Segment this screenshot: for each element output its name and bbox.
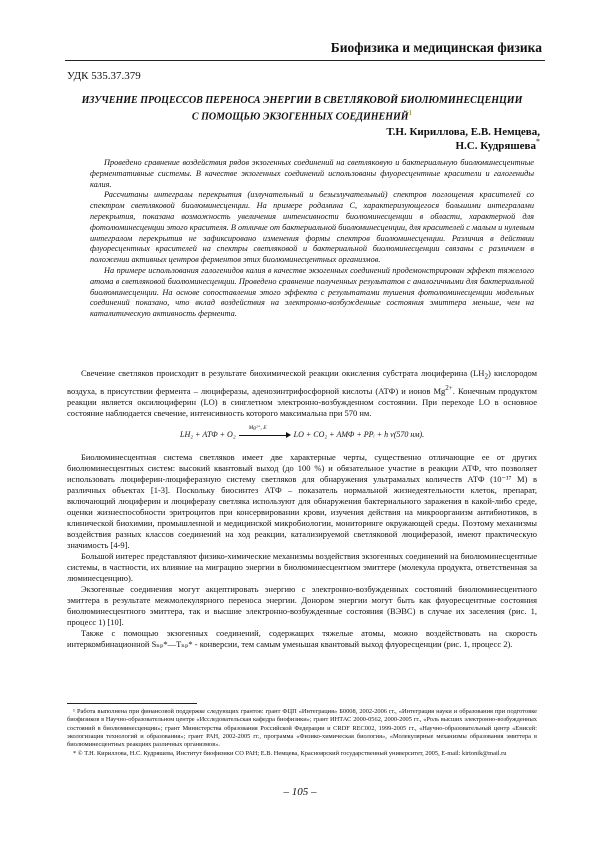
intro-text-b: ) кислородом воздуха, в присутствии фермента – люциферазы, аденозинтрифосфорной кислоты (АТФ) и ионов Mg [67,368,537,396]
udk-code: УДК 535.37.379 [67,70,141,82]
abstract [90,158,534,320]
reaction-arrow-icon [239,425,291,439]
footnote-rule [67,703,197,704]
main-text [67,452,537,650]
arrow-label: Mg²⁺, E [248,425,267,431]
body-paragraph: Большой интерес представляют физико-химические механизмы воздействия экзогенных соединений на биолюминесцентные системы, в частности, их влияние на миграцию энергии в биолюминесцентном эмиттере (молекула продукта, ответственная за люминесценцию). [67,551,537,583]
equation-right: LO + CO₂ + АМФ + PPᵢ + h ν(570 нм). [293,429,425,439]
intro-sub: 2 [484,372,488,381]
body-paragraph: Также с помощью экзогенных соединений, содержащих тяжелые атомы, можно воздействовать на скорость интеркомбинационной Sₙₚ*—Tₙₚ* - конверсии, тем самым уменьшая квантовый выход флуоресценции (рис. 1, процесс 2). [67,628,537,649]
authors-line-2 [386,139,540,154]
journal-section-header: Биофизика и медицинская физика [330,40,542,55]
title-line-1: ИЗУЧЕНИЕ ПРОЦЕССОВ ПЕРЕНОСА ЭНЕРГИИ В СВЕТЛЯКОВОЙ БИОЛЮМИНЕСЦЕНЦИИ [81,95,523,106]
intro-text-c: . Конечным продуктом реакции является оксилюциферин (LO) в синглетном электронно-возбужденном состоянии. При переходе LO в основное состояние наблюдается свечение, интенсивность которого максимальна при 570 нм. [67,385,537,418]
abstract-paragraph: На примере использования галогенидов калия в качестве экзогенных соединений продемонстрирован эффект тяжелого атома в светляковой биолюминесценции. Проведено сравнение полученных результатов с аналогичными для бактериальной биолюминесценции. На основе сопоставления этого эффекта с результатами тушения фотолюминесценции модельных соединений показано, что вклад воздействия на электронно-возбужденные состояния эмиттера меньше, чем на каталитическую активность фермента. [90,265,534,319]
reaction-equation [180,425,425,439]
authors-block [386,125,540,154]
intro-text [67,368,537,419]
equation-left: LH₂ + АТФ + O₂ [180,429,236,439]
footnotes [67,708,537,760]
article-title [67,95,537,123]
body-paragraph: Экзогенные соединения могут акцептировать энергию с электронно-возбужденных состояний биолюминесцентного эмиттера в результате межмолекулярного переноса энергии. Донором энергии могут быть как флуоресцентные состояния биолюминесцентного эмиттера, так и высшие электронно-возбужденные состояния (ВЭВС) в случае их заселения (рис. 1, процесс 1) [10]. [67,584,537,627]
body-paragraph: Биолюминесцентная система светляков имеет две характерные черты, существенно отличающие ее от других биолюминесцентных систем: высокий квантовый выход (до 100 %) и обязательное участие в реакции АТФ, что позволяет использовать люциферин-люциферазную систему светляков для обнаружения ультрамалых количеств АТФ (10⁻¹⁷ М) в различных объектах [1-3]. Поскольку биосинтез АТФ – показатель нормальной жизнедеятельности клеток, препарат, включающий люциферин и люциферазу светляка используют для обнаружения бактериального заражения в какой-либо среде, оценки жизнеспособности эритроцитов при консервировании крови, изучения действия на микроорганизм антибиотиков, в клинической биохимии, промышленной и медицинской микробиологии, мониторинге окружающей среды. Поэтому механизмы воздействия разных классов соединений на ход реакции, катализируемой светляковой люциферазой, имеют практическую значимость [4-9]. [67,452,537,550]
title-line-2 [67,107,537,123]
abstract-paragraph: Рассчитаны интегралы перекрытия (излучательный и безызлучательный) спектров поглощения красителей со спектром светляковой биолюминесценции. На примере родамина С, характеризующегося большими интегралами перекрытия, показана возможность увеличения интенсивности биолюминесценции в области, характерной для фотолюминесценции этого красителя. В отличие от бактериальной биолюминесценции, для красителей с малым и нулевым интегралом перекрытия не зафиксировано изменения формы спектров биолюминесценции. Различия в действии флуоресцентных красителей на спектры светляковой и бактериальной биолюминесценции связаны с различием в положении активных центров ферментов этих биолюминесцентных организмов. [90,190,534,265]
authors-line-2-text: Н.С. Кудряшева [455,140,536,152]
intro-paragraph [67,368,537,419]
page-number: – 105 – [283,786,317,798]
intro-text-a: Свечение светляков происходит в результате биохимической реакции окисления субстрата люциферина (LH [81,368,485,378]
header-rule [65,60,545,61]
title-footnote-mark: 1 [408,109,413,117]
intro-sup: 2+ [445,383,453,392]
authors-line-1: Т.Н. Кириллова, Е.В. Немцева, [386,126,540,138]
title-line-2-text: С ПОМОЩЬЮ ЭКЗОГЕННЫХ СОЕДИНЕНИЙ [191,111,409,123]
footnote: * © Т.Н. Кириллова, Н.С. Кудряшева, Институт биофизики СО РАН; Е.В. Немцева, Красноярский государственный университет, 2005, E-mail: kirtonik@mail.ru [73,750,507,758]
abstract-paragraph: Проведено сравнение воздействия рядов экзогенных соединений на светляковую и бактериальную биолюминесцентные ферментативные системы. В качестве экзогенных соединений использованы флуоресцентные красители и галогениды калия. [90,158,534,189]
authors-mark: * [536,137,540,146]
footnote: ¹ Работа выполнена при финансовой поддержке следующих грантов: грант ФЦП «Интеграция» Б0008, 2002-2006 гг., «Интеграция науки и образования при подготовке биофизиков в Научно-образовательном центре «Исследовательская кафедра биофизики»; грант ИНТАС 2000-0562, 2000-2005 гг., «Роль высших электронно-возбужденных состояний в биолюминесценции»; грант Министерства образования Российской Федерации и CRDF REC002, 1999-2005 гг., «Научно-образовательный центр «Енисей: экологизация технологий и образования»; грант РАН, 2002-2005 гг., программа «Физико-химическая биология», «Молекулярные механизмы образования эмиттера в биолюминесцентных реакциях различных организмов». [67,708,537,749]
